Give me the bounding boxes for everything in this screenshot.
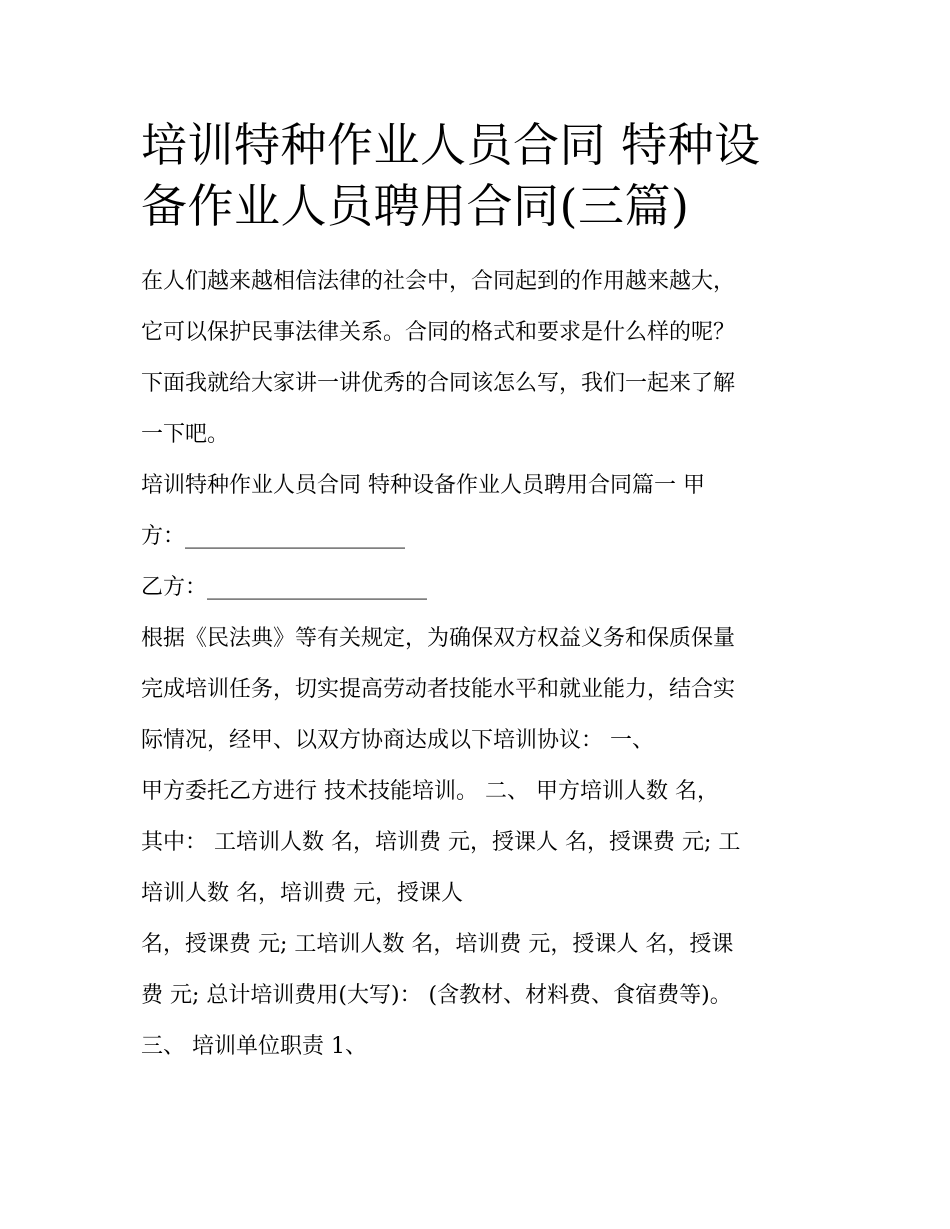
contract-body	[141, 460, 811, 1072]
document-content	[141, 115, 811, 1072]
intro-line: 它可以保护民事法律关系。合同的格式和要求是什么样的呢？	[141, 320, 736, 345]
intro-line: 一下吧。	[141, 422, 230, 447]
body-line: 甲方委托乙方进行 技术技能培训。 二、 甲方培训人数 名，	[141, 779, 719, 804]
document-title	[141, 115, 811, 237]
body-line: 根据《民法典》等有关规定，为确保双方权益义务和保质保量	[141, 626, 736, 651]
body-line: 培训人数 名，培训费 元，授课人	[141, 881, 463, 906]
party-b-field: 乙方：____________________	[141, 575, 428, 600]
body-line: 其中： 工培训人数 名，培训费 元，授课人 名，授课费 元; 工	[141, 830, 741, 855]
party-a-field: 方：____________________	[141, 524, 406, 549]
body-line: 名，授课费 元; 工培训人数 名，培训费 元，授课人 名，授课	[141, 932, 734, 957]
intro-line: 在人们越来越相信法律的社会中，合同起到的作用越来越大，	[141, 269, 736, 294]
intro-line: 下面我就给大家讲一讲优秀的合同该怎么写，我们一起来了解	[141, 371, 736, 396]
title-line-2: 备作业人员聘用合同(三篇)	[141, 179, 690, 233]
body-line-heading: 培训特种作业人员合同 特种设备作业人员聘用合同篇一 甲	[141, 473, 705, 498]
body-line: 完成培训任务，切实提高劳动者技能水平和就业能力，结合实	[141, 677, 736, 702]
body-line: 际情况，经甲、以双方协商达成以下培训协议： 一、	[141, 728, 654, 753]
intro-paragraph	[141, 256, 811, 460]
body-line: 费 元; 总计培训费用(大写)： (含教材、材料费、食宿费等)。	[141, 983, 732, 1008]
title-line-1: 培训特种作业人员合同 特种设	[141, 118, 761, 172]
section-heading: 三、 培训单位职责 1、	[141, 1034, 367, 1059]
